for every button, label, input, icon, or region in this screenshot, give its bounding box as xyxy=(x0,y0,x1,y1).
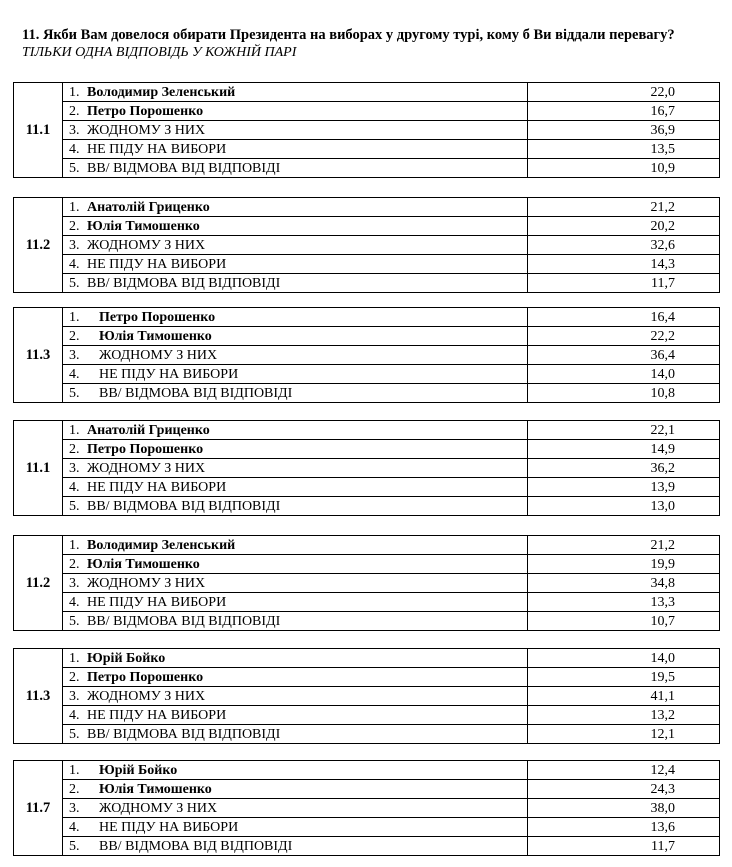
option-number: 1. xyxy=(69,309,80,325)
option-number: 5. xyxy=(69,838,80,854)
answer-option xyxy=(63,478,528,497)
answer-option xyxy=(63,459,528,478)
percent-value: 12,1 xyxy=(528,725,720,744)
answer-option xyxy=(63,706,528,725)
option-number: 5. xyxy=(69,498,80,514)
question-title: 11. Якби Вам довелося обирати Президента на виборах у другому турі, кому б Ви віддали перевагу? xyxy=(22,27,675,43)
percent-value: 14,3 xyxy=(528,255,720,274)
table-row xyxy=(14,198,720,217)
table-row xyxy=(14,308,720,327)
option-label: Юлія Тимошенко xyxy=(99,781,212,797)
answer-option xyxy=(63,121,528,140)
option-label: ЖОДНОМУ З НИХ xyxy=(99,347,218,363)
option-label: ЖОДНОМУ З НИХ xyxy=(87,237,206,253)
option-label: ВВ/ ВІДМОВА ВІД ВІДПОВІДІ xyxy=(99,385,293,401)
option-number: 4. xyxy=(69,819,80,835)
table-row xyxy=(14,497,720,516)
option-number: 2. xyxy=(69,103,80,119)
percent-value: 24,3 xyxy=(528,780,720,799)
table-row xyxy=(14,102,720,121)
option-number: 5. xyxy=(69,613,80,629)
percent-value: 36,4 xyxy=(528,346,720,365)
option-label: НЕ ПІДУ НА ВИБОРИ xyxy=(87,256,227,272)
block-id: 11.2 xyxy=(14,198,63,293)
question-block xyxy=(13,535,720,631)
percent-value: 36,9 xyxy=(528,121,720,140)
table-row xyxy=(14,327,720,346)
percent-value: 12,4 xyxy=(528,761,720,780)
table-row xyxy=(14,649,720,668)
question-block xyxy=(13,648,720,744)
percent-value: 14,9 xyxy=(528,440,720,459)
table-row xyxy=(14,555,720,574)
percent-value: 13,0 xyxy=(528,497,720,516)
answer-option xyxy=(63,421,528,440)
table-row xyxy=(14,274,720,293)
percent-value: 41,1 xyxy=(528,687,720,706)
percent-value: 10,8 xyxy=(528,384,720,403)
option-label: Анатолій Гриценко xyxy=(87,422,210,438)
option-number: 3. xyxy=(69,575,80,591)
option-number: 2. xyxy=(69,218,80,234)
option-number: 1. xyxy=(69,84,80,100)
percent-value: 13,6 xyxy=(528,818,720,837)
answer-option xyxy=(63,274,528,293)
answer-option xyxy=(63,255,528,274)
option-number: 3. xyxy=(69,688,80,704)
percent-value: 10,9 xyxy=(528,159,720,178)
option-label: ВВ/ ВІДМОВА ВІД ВІДПОВІДІ xyxy=(87,498,281,514)
option-label: Петро Порошенко xyxy=(99,309,216,325)
option-number: 4. xyxy=(69,479,80,495)
option-label: ВВ/ ВІДМОВА ВІД ВІДПОВІДІ xyxy=(99,838,293,854)
table-row xyxy=(14,83,720,102)
answer-option xyxy=(63,780,528,799)
answer-option xyxy=(63,236,528,255)
option-number: 4. xyxy=(69,141,80,157)
answer-option xyxy=(63,593,528,612)
option-label: Володимир Зеленський xyxy=(87,537,236,553)
option-label: ВВ/ ВІДМОВА ВІД ВІДПОВІДІ xyxy=(87,275,281,291)
option-number: 4. xyxy=(69,707,80,723)
table-row xyxy=(14,459,720,478)
option-label: ВВ/ ВІДМОВА ВІД ВІДПОВІДІ xyxy=(87,160,281,176)
option-label: Петро Порошенко xyxy=(87,669,204,685)
option-label: ВВ/ ВІДМОВА ВІД ВІДПОВІДІ xyxy=(87,613,281,629)
table-row xyxy=(14,837,720,856)
percent-value: 13,2 xyxy=(528,706,720,725)
table-row xyxy=(14,440,720,459)
option-label: ЖОДНОМУ З НИХ xyxy=(87,460,206,476)
percent-value: 16,4 xyxy=(528,308,720,327)
option-number: 3. xyxy=(69,237,80,253)
table-row xyxy=(14,612,720,631)
percent-value: 22,1 xyxy=(528,421,720,440)
option-label: ЖОДНОМУ З НИХ xyxy=(87,122,206,138)
percent-value: 16,7 xyxy=(528,102,720,121)
option-number: 5. xyxy=(69,275,80,291)
table-row xyxy=(14,818,720,837)
table-row xyxy=(14,668,720,687)
table-row xyxy=(14,236,720,255)
percent-value: 21,2 xyxy=(528,536,720,555)
answer-option xyxy=(63,555,528,574)
question-block xyxy=(13,307,720,403)
block-id: 11.2 xyxy=(14,536,63,631)
option-number: 2. xyxy=(69,669,80,685)
table-row xyxy=(14,384,720,403)
percent-value: 13,5 xyxy=(528,140,720,159)
answer-option xyxy=(63,687,528,706)
question-instruction: ТІЛЬКИ ОДНА ВІДПОВІДЬ У КОЖНІЙ ПАРІ xyxy=(22,45,297,60)
option-label: НЕ ПІДУ НА ВИБОРИ xyxy=(87,141,227,157)
answer-option xyxy=(63,327,528,346)
option-label: ЖОДНОМУ З НИХ xyxy=(87,688,206,704)
option-number: 4. xyxy=(69,594,80,610)
option-number: 1. xyxy=(69,537,80,553)
option-number: 1. xyxy=(69,650,80,666)
table-row xyxy=(14,780,720,799)
option-number: 3. xyxy=(69,800,80,816)
table-row xyxy=(14,799,720,818)
option-number: 4. xyxy=(69,256,80,272)
block-id: 11.3 xyxy=(14,649,63,744)
option-label: НЕ ПІДУ НА ВИБОРИ xyxy=(99,819,239,835)
table-row xyxy=(14,365,720,384)
answer-option xyxy=(63,440,528,459)
option-number: 2. xyxy=(69,781,80,797)
percent-value: 22,0 xyxy=(528,83,720,102)
answer-option xyxy=(63,217,528,236)
option-number: 5. xyxy=(69,160,80,176)
table-row xyxy=(14,574,720,593)
answer-option xyxy=(63,140,528,159)
answer-option xyxy=(63,198,528,217)
table-row xyxy=(14,255,720,274)
table-row xyxy=(14,706,720,725)
answer-option xyxy=(63,384,528,403)
answer-option xyxy=(63,83,528,102)
percent-value: 38,0 xyxy=(528,799,720,818)
percent-value: 32,6 xyxy=(528,236,720,255)
answer-option xyxy=(63,497,528,516)
answer-option xyxy=(63,346,528,365)
option-label: НЕ ПІДУ НА ВИБОРИ xyxy=(87,707,227,723)
option-label: ЖОДНОМУ З НИХ xyxy=(87,575,206,591)
percent-value: 34,8 xyxy=(528,574,720,593)
option-label: НЕ ПІДУ НА ВИБОРИ xyxy=(87,479,227,495)
answer-option xyxy=(63,761,528,780)
block-id: 11.1 xyxy=(14,83,63,178)
table-row xyxy=(14,346,720,365)
option-label: ВВ/ ВІДМОВА ВІД ВІДПОВІДІ xyxy=(87,726,281,742)
table-row xyxy=(14,536,720,555)
table-row xyxy=(14,140,720,159)
block-id: 11.7 xyxy=(14,761,63,856)
percent-value: 11,7 xyxy=(528,274,720,293)
table-row xyxy=(14,121,720,140)
option-label: Володимир Зеленський xyxy=(87,84,236,100)
option-number: 2. xyxy=(69,556,80,572)
option-number: 4. xyxy=(69,366,80,382)
table-row xyxy=(14,159,720,178)
table-row xyxy=(14,725,720,744)
option-label: Петро Порошенко xyxy=(87,103,204,119)
option-label: Петро Порошенко xyxy=(87,441,204,457)
percent-value: 13,9 xyxy=(528,478,720,497)
block-id: 11.3 xyxy=(14,308,63,403)
option-number: 2. xyxy=(69,328,80,344)
option-number: 3. xyxy=(69,347,80,363)
option-label: НЕ ПІДУ НА ВИБОРИ xyxy=(87,594,227,610)
answer-option xyxy=(63,102,528,121)
option-number: 1. xyxy=(69,199,80,215)
answer-option xyxy=(63,799,528,818)
option-number: 3. xyxy=(69,122,80,138)
table-row xyxy=(14,478,720,497)
option-number: 1. xyxy=(69,422,80,438)
percent-value: 21,2 xyxy=(528,198,720,217)
question-block xyxy=(13,82,720,178)
table-row xyxy=(14,217,720,236)
option-label: Юлія Тимошенко xyxy=(99,328,212,344)
answer-option xyxy=(63,668,528,687)
percent-value: 22,2 xyxy=(528,327,720,346)
option-label: НЕ ПІДУ НА ВИБОРИ xyxy=(99,366,239,382)
table-row xyxy=(14,761,720,780)
option-number: 5. xyxy=(69,385,80,401)
percent-value: 10,7 xyxy=(528,612,720,631)
percent-value: 11,7 xyxy=(528,837,720,856)
table-row xyxy=(14,593,720,612)
percent-value: 13,3 xyxy=(528,593,720,612)
answer-option xyxy=(63,725,528,744)
question-block xyxy=(13,197,720,293)
percent-value: 36,2 xyxy=(528,459,720,478)
answer-option xyxy=(63,308,528,327)
option-number: 3. xyxy=(69,460,80,476)
table-row xyxy=(14,687,720,706)
percent-value: 20,2 xyxy=(528,217,720,236)
answer-option xyxy=(63,818,528,837)
percent-value: 19,5 xyxy=(528,668,720,687)
answer-option xyxy=(63,837,528,856)
answer-option xyxy=(63,574,528,593)
percent-value: 14,0 xyxy=(528,365,720,384)
option-number: 1. xyxy=(69,762,80,778)
answer-option xyxy=(63,649,528,668)
option-label: Юрій Бойко xyxy=(99,762,178,778)
answer-option xyxy=(63,365,528,384)
question-block xyxy=(13,760,720,856)
answer-option xyxy=(63,536,528,555)
option-number: 2. xyxy=(69,441,80,457)
block-id: 11.1 xyxy=(14,421,63,516)
option-number: 5. xyxy=(69,726,80,742)
option-label: Анатолій Гриценко xyxy=(87,199,210,215)
percent-value: 19,9 xyxy=(528,555,720,574)
question-block xyxy=(13,420,720,516)
answer-option xyxy=(63,159,528,178)
table-row xyxy=(14,421,720,440)
answer-option xyxy=(63,612,528,631)
option-label: Юрій Бойко xyxy=(87,650,166,666)
option-label: Юлія Тимошенко xyxy=(87,218,200,234)
percent-value: 14,0 xyxy=(528,649,720,668)
option-label: Юлія Тимошенко xyxy=(87,556,200,572)
option-label: ЖОДНОМУ З НИХ xyxy=(99,800,218,816)
